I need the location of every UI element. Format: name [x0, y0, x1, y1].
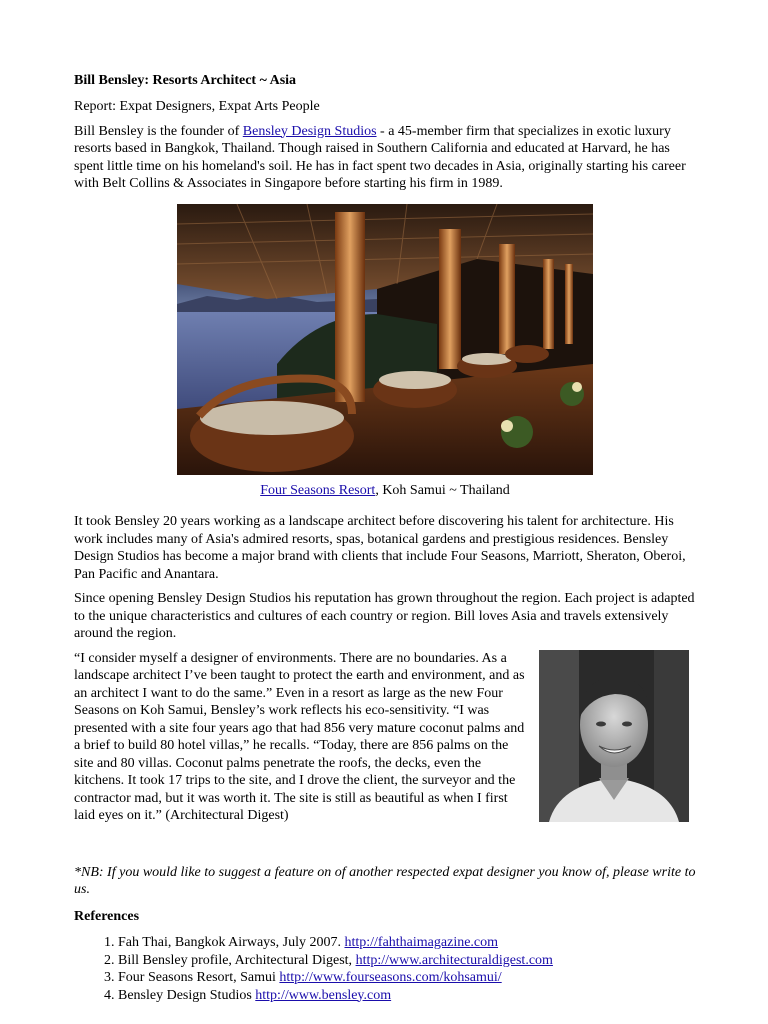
bensley-design-studios-link[interactable]: Bensley Design Studios — [242, 123, 377, 139]
reference-item — [118, 952, 696, 970]
quote-section — [74, 650, 696, 858]
bill-bensley-portrait — [539, 650, 689, 822]
reference-link[interactable]: http://www.architecturaldigest.com — [355, 952, 553, 968]
resort-photo — [177, 204, 593, 475]
caption-location: , Koh Samui ~ Thailand — [375, 482, 510, 498]
career-paragraph: It took Bensley 20 years working as a landscape architect before discovering his talent for architecture. His work includes many of Asia's admired resorts, spas, botanical gardens and prestigious residences. Bensley Design Studios has become a major brand with clients that include Four Seasons, Marriott, Sheraton, Oberoi, Pan Pacific and Anantara. — [74, 514, 686, 582]
reference-text: Bensley Design Studios — [118, 987, 256, 1003]
reference-text: Fah Thai, Bangkok Airways, July 2007. — [118, 935, 345, 950]
document-page — [74, 72, 696, 1004]
reference-text: Bill Bensley profile, Architectural Digest, — [118, 952, 356, 968]
reference-link[interactable]: http://fahthaimagazine.com — [344, 935, 499, 950]
reference-item — [118, 987, 696, 1005]
reference-text: Four Seasons Resort, Samui — [118, 970, 280, 985]
references-heading: References — [74, 908, 140, 924]
report-subtitle: Report: Expat Designers, Expat Arts People — [74, 99, 320, 114]
reference-link[interactable]: http://www.bensley.com — [255, 987, 392, 1003]
photo-caption — [74, 482, 696, 500]
quote-paragraph: “I consider myself a designer of environments. There are no boundaries. As a landscape architect I’ve been taught to protect the earth and environment, and as an architect I want to do the same.” Even in a resort as large as the new Four Seasons on Koh Samui, Bensley’s work reflects his eco-sensitivity. “I was presented with a site four years ago that had 856 very mature coconut palms and a brief to build 80 hotel villas,” he recalls. “Today, there are 856 palms on the site and 80 villas. Coconut palms penetrate the roofs, the decks, even the kitchens. It took 17 trips to the site, and I drove the client, the surveyor and the contractor mad, but it was worth it. The site is still as beautiful as when I first laid eyes on it.” (Architectural Digest) — [74, 650, 525, 823]
reputation-paragraph: Since opening Bensley Design Studios his reputation has grown throughout the region. Each project is adapted to the unique characteristics and cultures of each country or region. Bill loves Asia and travels extensively around the region. — [74, 591, 695, 641]
reference-item — [118, 969, 696, 987]
reference-item — [118, 934, 696, 952]
four-seasons-resort-link[interactable]: Four Seasons Resort — [260, 482, 376, 498]
reference-link[interactable]: http://www.fourseasons.com/kohsamui/ — [279, 970, 502, 985]
intro-text-before: Bill Bensley is the founder of — [74, 123, 243, 139]
intro-text-after: - a 45-member firm that specializes in exotic luxury resorts based in Bangkok, Thailand. Though raised in Southern California and educated at Harvard, he has spent little time on his homeland's soil. He has in fact spent two decades in Asia, originally starting his career with Belt Collins & Associates in Singapore before starting his firm in 1989. — [74, 123, 686, 191]
nb-note: *NB: If you would like to suggest a feature on of another respected expat designer you know of, please write to us. — [74, 864, 696, 897]
portrait-image — [539, 650, 689, 822]
intro-paragraph — [74, 123, 696, 193]
references-list — [74, 934, 696, 1004]
page-title: Bill Bensley: Resorts Architect ~ Asia — [74, 73, 297, 88]
resort-photo-image — [177, 204, 593, 475]
